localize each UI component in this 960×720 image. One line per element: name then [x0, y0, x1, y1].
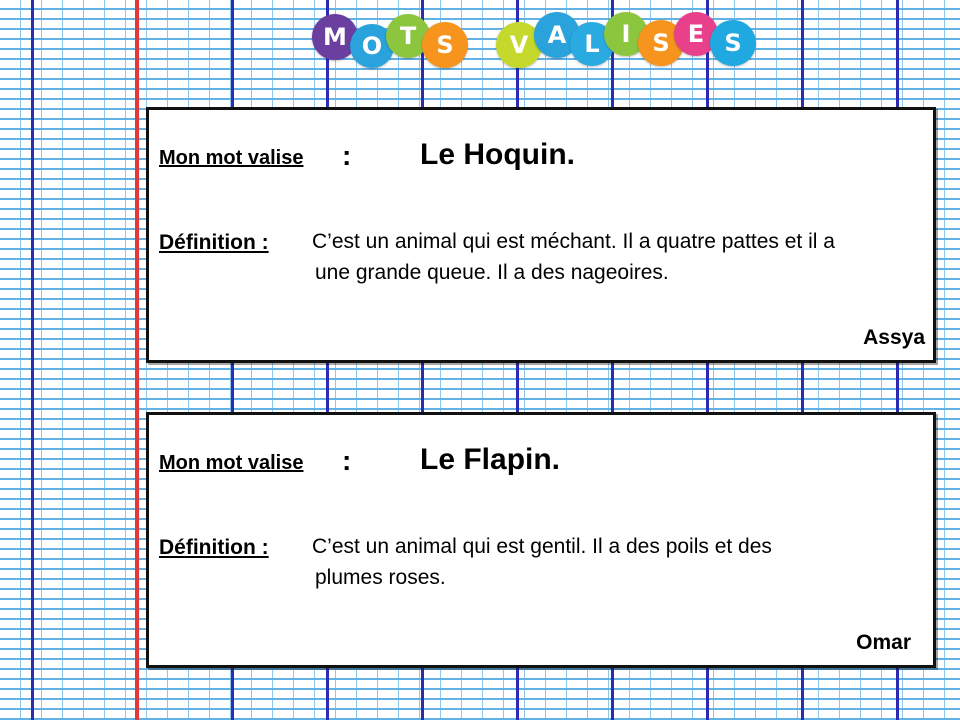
definition-text-line: plumes roses. [315, 566, 446, 589]
title-mots-valises [312, 12, 762, 72]
definition-text-line: C’est un animal qui est gentil. Il a des poils et des [312, 535, 772, 558]
title-letter: S [710, 20, 756, 66]
definition-label: Définition : [159, 536, 269, 559]
title-letter: M [312, 14, 358, 60]
title-letter: O [350, 24, 394, 68]
mot-valise-colon: : [342, 140, 352, 171]
title-letter: A [534, 12, 580, 58]
author-name: Omar [856, 631, 911, 654]
mot-valise-card [146, 107, 936, 363]
title-letter: E [674, 12, 718, 56]
title-letter: T [386, 14, 430, 58]
mot-valise-colon: : [342, 445, 352, 476]
mot-valise-word: Le Hoquin. [420, 138, 575, 171]
definition-label: Définition : [159, 231, 269, 254]
title-letter: S [422, 22, 468, 68]
definition-text-line: C’est un animal qui est méchant. Il a quatre pattes et il a [312, 230, 835, 253]
mot-valise-card [146, 412, 936, 668]
mot-valise-label: Mon mot valise [159, 452, 304, 474]
mot-valise-label: Mon mot valise [159, 147, 304, 169]
definition-text-line: une grande queue. Il a des nageoires. [315, 261, 669, 284]
title-letter: V [496, 22, 542, 68]
title-letter: I [604, 12, 648, 56]
title-letter: S [638, 20, 684, 66]
mot-valise-word: Le Flapin. [420, 443, 561, 476]
title-letter: L [570, 22, 614, 66]
author-name: Assya [863, 326, 925, 349]
margin-line [135, 0, 139, 720]
